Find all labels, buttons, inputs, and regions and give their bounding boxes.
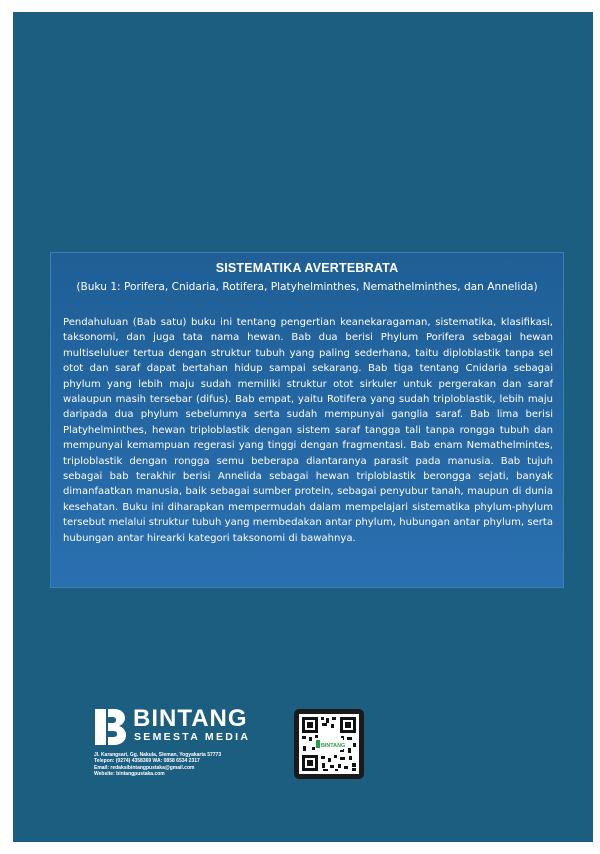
book-subtitle: (Buku 1: Porifera, Cnidaria, Rotifera, Platyhelminthes, Nemathelminthes, dan Annelida) — [76, 281, 538, 293]
qr-label: BINTANG — [321, 743, 346, 749]
publisher-tagline: SEMESTA MEDIA — [134, 731, 251, 743]
qr-code-icon — [294, 709, 364, 779]
book-title: SISTEMATIKA AVERTEBRATA — [215, 261, 399, 275]
synopsis-panel — [50, 252, 564, 588]
synopsis-text: Pendahuluan (Bab satu) buku ini tentang pengertian keanekaragaman, sistematika, klasifikasi, taksonomi, dan juga tata nama hewan. Bab dua berisi Phylum Porifera sebagai hewan multiseluluer tertua dengan struktur tubuh yang paling sederhana, taitu diploblastik tanpa sel otot dan saraf dapat bertahan hidup sampai sekarang. Bab tiga tentang Cnidaria sebagai phylum yang lebih maju sudah memiliki struktur otot sirkuler untuk pergerakan dan saraf walaupun masih tersebar (difus). Bab empat, yaitu Rotifera yang sudah triploblastik, lebih maju daripada dua phylum sebelumnya serta sudah mempunyai ganglia saraf. Bab lima berisi Platyhelminthes, hewan triploblastik dengan sistem saraf tangga tali tanpa rongga tubuh dan mempunyai kemampuan regerasi yang tinggi dengan fragmentasi. Bab enam Nemathelmintes, triploblastik dengan rongga semu beberapa diantaranya parasit pada manusia. Bab tujuh sebagai bab terakhir berisi Annelida sebagai hewan triploblastik berongga sejati, banyak dimanfaatkan manusia, baik sebagai sumber protein, sebagai penyubur tanah, maupun di dunia kesehatan. Buku ini diharapkan mempermudah dalam mempelajari sistematika phylum-phylum tersebut melalui struktur tubuh yang membedakan antar phylum, hubungan antar phylum, serta hubungan antar hirearki kategori taksonomi di bawahnya. — [63, 317, 553, 544]
publisher-phone: Telepon: (0274) 4358369 WA: 0858 6534 2317 — [94, 758, 200, 765]
bintang-b-logo-icon — [92, 707, 128, 747]
publisher-name: BINTANG — [133, 705, 248, 732]
publisher-email: Email: redaksibintangpustaka@gmail.com — [94, 764, 195, 771]
publisher-address: Jl. Karangsari, Gg. Nakula, Sleman, Yogyakarta 57773 — [94, 752, 222, 758]
publisher-website: Website: bintangpustaka.com — [94, 771, 165, 778]
publisher-contact — [94, 752, 221, 778]
